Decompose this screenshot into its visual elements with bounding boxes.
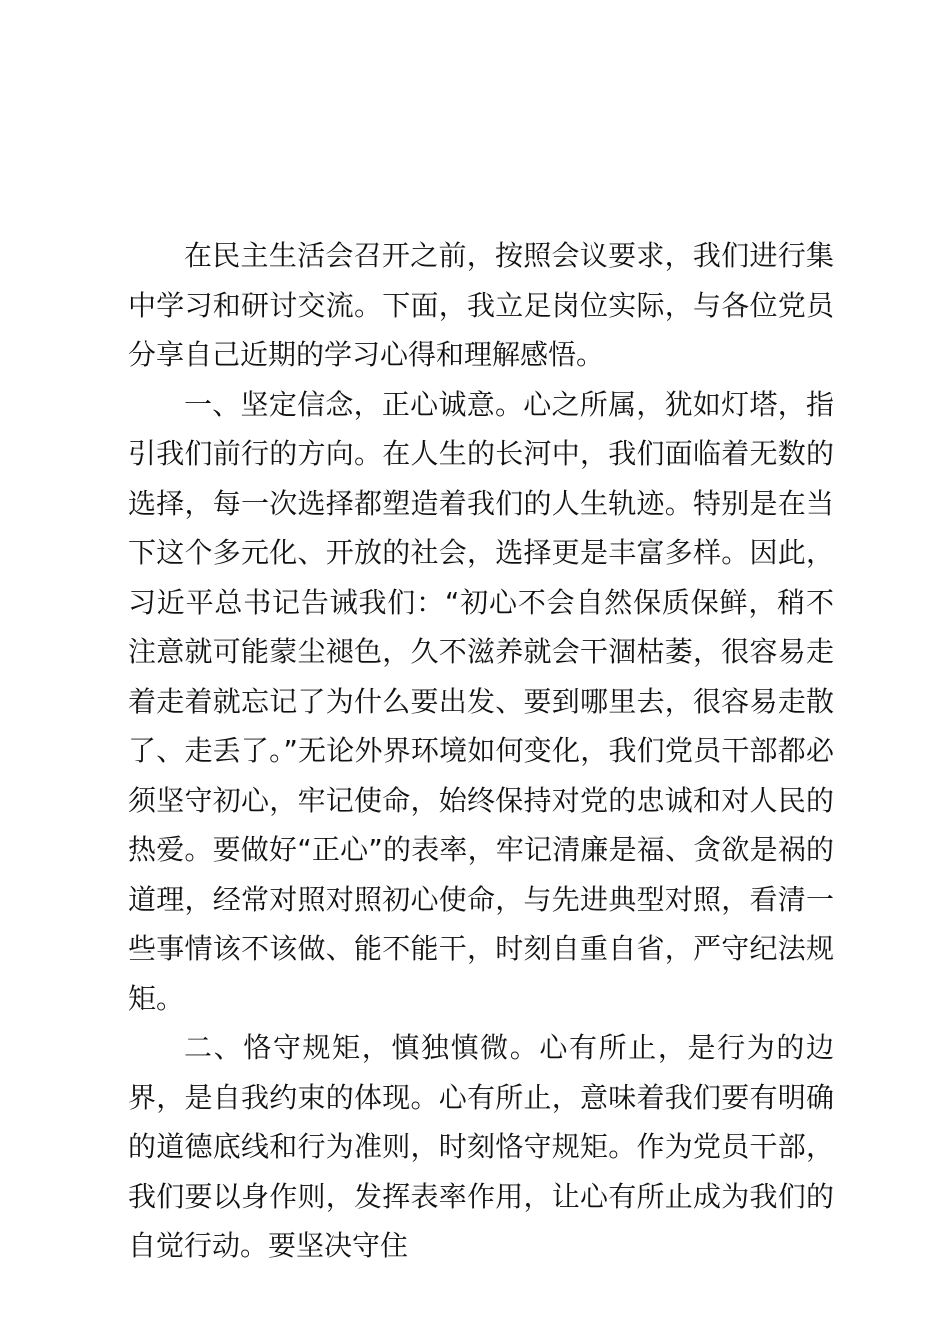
- document-body: [128, 231, 834, 1271]
- paragraph-section-two: 二、恪守规矩，慎独慎微。心有所止，是行为的边界，是自我约束的体现。心有所止，意味着我们要有明确的道德底线和行为准则，时刻恪守规矩。作为党员干部，我们要以身作则，发挥表率作用，让心有所止成为我们的自觉行动。要坚决守住: [128, 1031, 834, 1262]
- paragraph-intro: 在民主生活会召开之前，按照会议要求，我们进行集中学习和研讨交流。下面，我立足岗位实际，与各位党员分享自己近期的学习心得和理解感悟。: [128, 239, 834, 371]
- paragraph-section-one: 一、坚定信念，正心诚意。心之所属，犹如灯塔，指引我们前行的方向。在人生的长河中，我们面临着无数的选择，每一次选择都塑造着我们的人生轨迹。特别是在当下这个多元化、开放的社会，选择更是丰富多样。因此，习近平总书记告诫我们：“初心不会自然保质保鲜，稍不注意就可能蒙尘褪色，久不滋养就会干涸枯萎，很容易走着走着就忘记了为什么要出发、要到哪里去，很容易走散了、走丢了。”无论外界环境如何变化，我们党员干部都必须坚守初心，牢记使命，始终保持对党的忠诚和对人民的热爱。要做好“正心”的表率，牢记清廉是福、贪欲是祸的道理，经常对照对照初心使命，与先进典型对照，看清一些事情该不该做、能不能干，时刻自重自省，严守纪法规矩。: [128, 387, 834, 1015]
